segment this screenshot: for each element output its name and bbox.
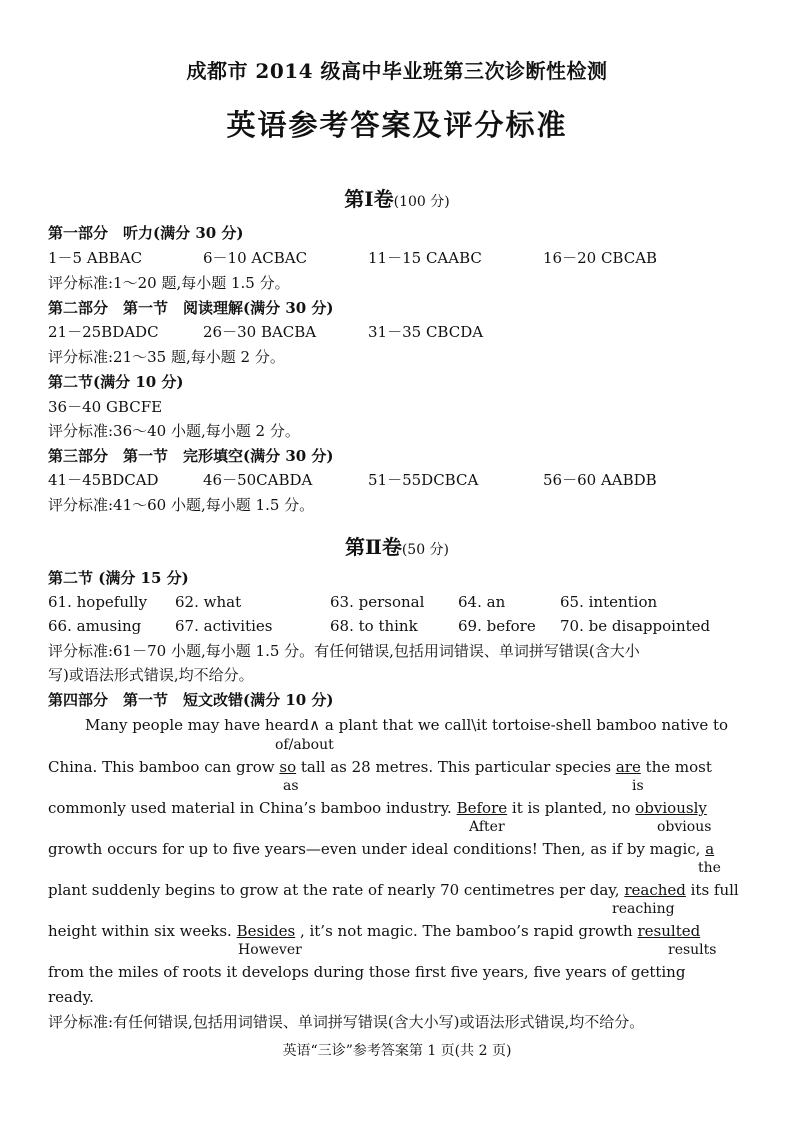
answer-group: 6－10 ACBAC [203,249,308,267]
passage-text: plant suddenly begins to grow at the rate of nearly 70 centimetres per day, [48,881,625,899]
insert-mark-icon: ∧ [309,716,321,734]
passage-text: commonly used material in China’s bamboo industry. [48,799,457,817]
passage-text: height within six weeks. [48,922,237,940]
answer-group: 16－20 CBCAB [543,249,658,267]
answer-item: 70. be disappointed [560,617,711,635]
answer-group: 21－25BDADC [48,323,159,341]
answer-group: 36－40 GBCFE [48,398,163,416]
part2-section1-criteria: 评分标准:21～35 题,每小题 2 分。 [48,348,285,366]
part4-heading: 第四部分 第一节 短文改错(满分 10 分) [48,691,334,709]
answer-item: 65. intention [560,593,658,611]
page-footer: 英语“三诊”参考答案第 1 页(共 2 页) [282,1043,512,1059]
answer-item: 61. hopefully [48,593,148,611]
error-word: Besides [236,922,296,940]
answer-item: 64. an [458,593,506,611]
correction-6: the [698,860,721,876]
error-word: are [615,758,641,776]
passage-line-3 [48,798,724,818]
correction-1: of/about [275,737,334,753]
passage-text: the most [640,758,712,776]
passage-line-5 [48,880,739,900]
passage-text: it is planted, no [507,799,636,817]
error-word: obviously [635,799,707,817]
passage-line-7: from the miles of roots it develops during those first five years, five years of getting [48,963,686,981]
part3-section2-heading: 第二节 (满分 15 分) [48,569,189,587]
error-word: a [705,840,715,858]
passage-line-6 [48,921,724,941]
answer-item: 66. amusing [48,617,142,635]
doc-title-line1: 成都市 2014 级高中毕业班第三次诊断性检测 [186,59,608,83]
passage-text: it [476,716,488,734]
passage-text: China. This bamboo can grow [48,758,280,776]
passage-text: growth occurs for up to five years—even under ideal conditions! Then, as if by magic, [48,840,706,858]
answer-group: 31－35 CBCDA [368,323,484,341]
passage-line-2 [48,757,724,777]
passage-text: a plant that we call [320,716,472,734]
answer-group: 56－60 AABDB [543,471,657,489]
correction-2: as [283,778,299,794]
answer-group: 26－30 BACBA [203,323,317,341]
error-word: reached [624,881,686,899]
volume-2-heading [0,531,794,560]
part3-section2-criteria-line1: 评分标准:61－70 小题,每小题 1.5 分。有任何错误,包括用词错误、单词拼写错误(含大小 [48,642,640,660]
passage-line-4 [48,839,724,859]
answer-group: 41－45BDCAD [48,471,159,489]
passage-text: tall as 28 metres. This particular species [296,758,616,776]
error-word: resulted [637,922,701,940]
part1-criteria: 评分标准:1～20 题,每小题 1.5 分。 [48,274,290,292]
answer-group: 1－5 ABBAC [48,249,143,267]
error-word: Before [456,799,508,817]
volume-1-label: 第Ⅰ卷 [344,187,394,211]
passage-text: tortoise-shell bamboo native to [487,716,729,734]
answer-item: 62. what [175,593,242,611]
part3-section1-criteria: 评分标准:41～60 小题,每小题 1.5 分。 [48,496,315,514]
correction-4: After [469,819,505,835]
passage-line-8: ready. [48,988,94,1006]
passage-text: its full [685,881,739,899]
part2-section2-heading: 第二节(满分 10 分) [48,373,184,391]
part3-section1-heading: 第三部分 第一节 完形填空(满分 30 分) [48,447,334,465]
answer-group: 11－15 CAABC [368,249,482,267]
passage-text: Many people may have heard [85,716,310,734]
volume-1-heading [0,183,794,212]
answer-item: 69. before [458,617,536,635]
answer-item: 63. personal [330,593,425,611]
passage-text: , it’s not magic. The bamboo’s rapid growth [295,922,638,940]
volume-2-label: 第Ⅱ卷 [344,535,402,559]
part2-section2-criteria: 评分标准:36～40 小题,每小题 2 分。 [48,422,300,440]
part3-section2-criteria-line2: 写)或语法形式错误,均不给分。 [48,666,254,684]
delete-mark-icon: \ [471,716,477,734]
part2-section1-heading: 第二部分 第一节 阅读理解(满分 30 分) [48,299,334,317]
doc-title-line2: 英语参考答案及评分标准 [226,108,568,142]
correction-3: is [632,778,644,794]
correction-5: obvious [657,819,712,835]
passage-line-1 [85,715,761,735]
answer-item: 68. to think [330,617,418,635]
correction-7: reaching [612,901,675,917]
volume-2-score: (50 分) [401,542,450,558]
part4-criteria: 评分标准:有任何错误,包括用词错误、单词拼写错误(含大小写)或语法形式错误,均不给分。 [48,1013,645,1031]
answer-item: 67. activities [175,617,273,635]
part1-heading: 第一部分 听力(满分 30 分) [48,224,244,242]
correction-9: results [668,942,717,958]
answer-group: 51－55DCBCA [368,471,479,489]
volume-1-score: (100 分) [393,194,450,210]
correction-8: However [238,942,302,958]
answer-group: 46－50CABDA [203,471,313,489]
error-word: so [279,758,297,776]
